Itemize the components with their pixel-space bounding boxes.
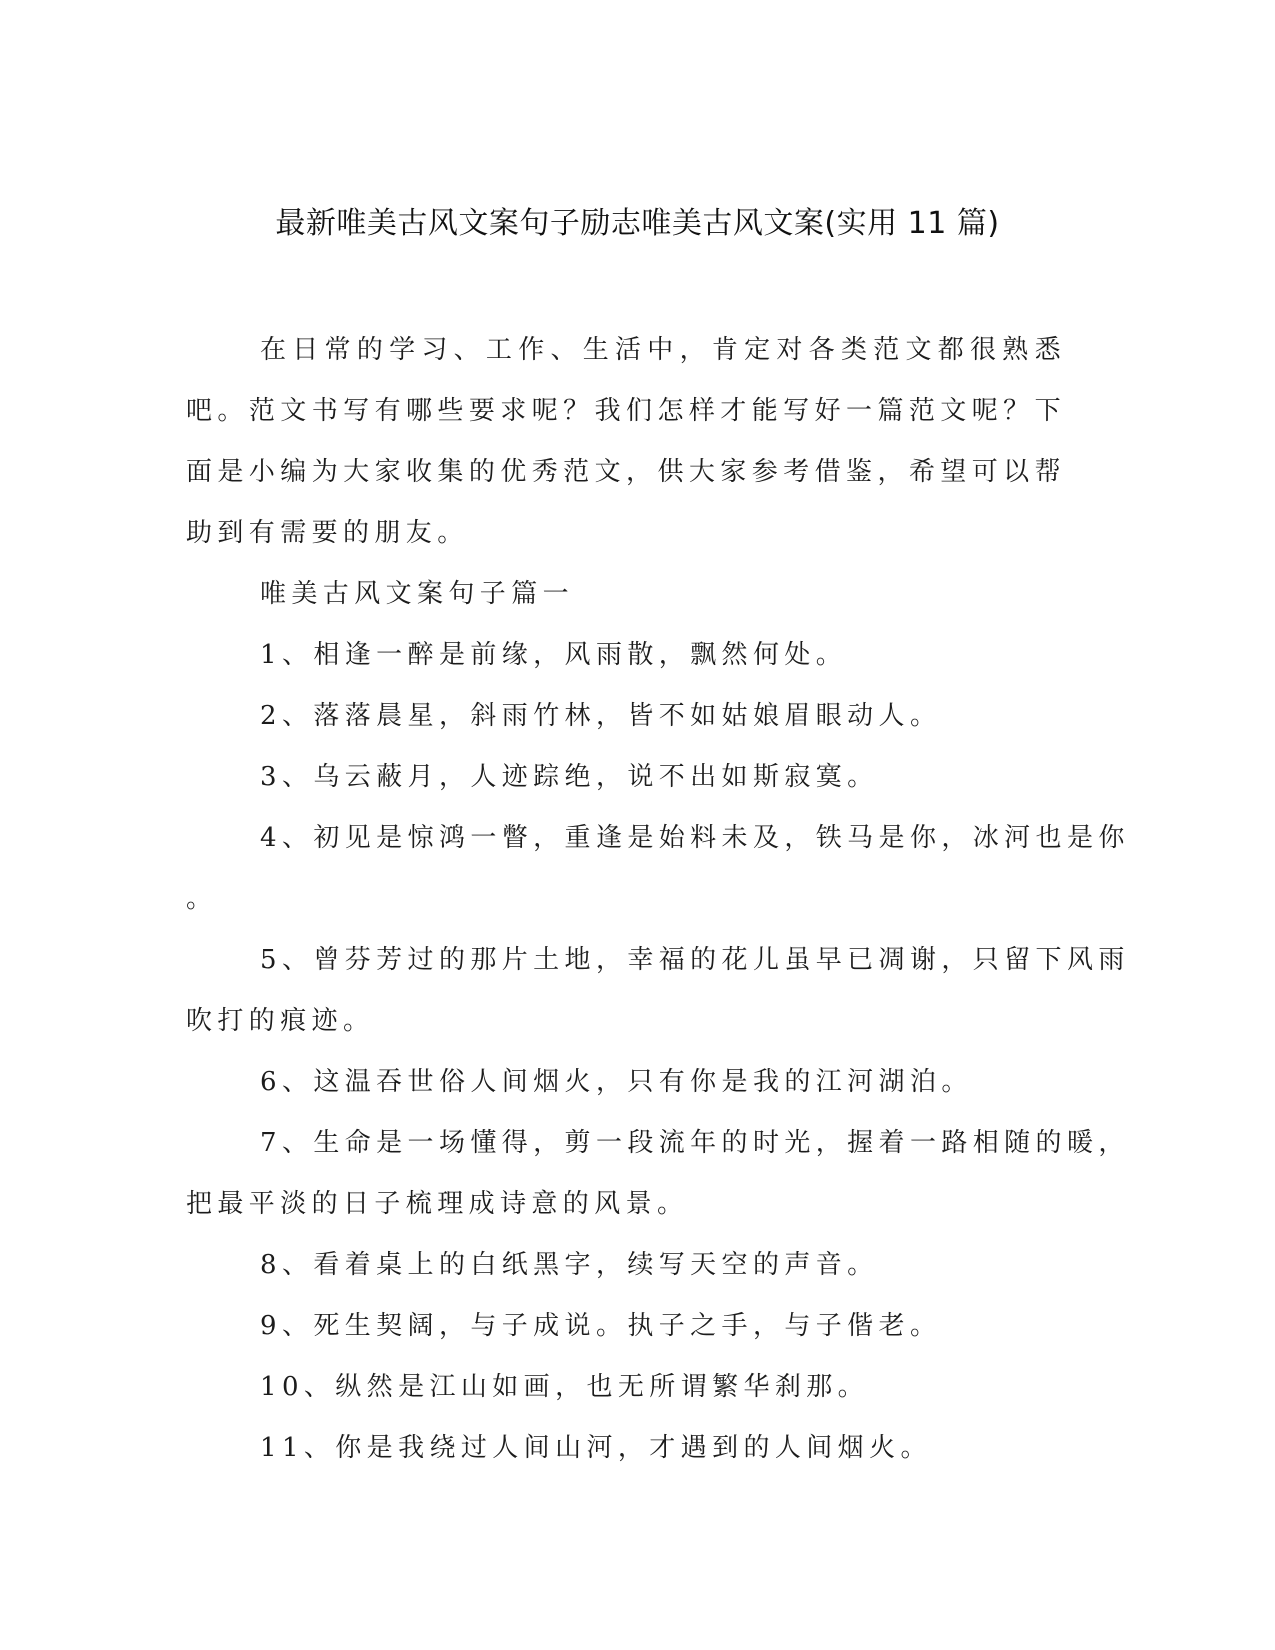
intro-paragraph: 在日常的学习、工作、生活中，肯定对各类范文都很熟悉吧。范文书写有哪些要求呢？我们怎样才能写好一篇范文呢？下面是小编为大家收集的优秀范文，供大家参考借鉴，希望可以帮助到有需要的朋友。 <box>186 335 1066 548</box>
document-title: 最新唯美古风文案句子励志唯美古风文案(实用 11 篇) <box>275 206 1000 241</box>
list-item-2: 2、落落晨星，斜雨竹林，皆不如姑娘眉眼动人。 <box>260 701 942 731</box>
list-item-6: 6、这温吞世俗人间烟火，只有你是我的江河湖泊。 <box>260 1067 973 1097</box>
list-item-4-line-2: 。 <box>186 884 218 914</box>
document-body <box>186 320 1130 1479</box>
list-item-11: 11、你是我绕过人间山河，才遇到的人间烟火。 <box>260 1433 932 1463</box>
list-item-10: 10、纵然是江山如画，也无所谓繁华刹那。 <box>260 1372 870 1402</box>
list-item-5-line-1: 5、曾芬芳过的那片土地，幸福的花儿虽早已凋谢，只留下风雨 <box>260 945 1130 975</box>
list-item-8: 8、看着桌上的白纸黑字，续写天空的声音。 <box>260 1250 879 1280</box>
list-item-7-line-2: 把最平淡的日子梳理成诗意的风景。 <box>186 1189 689 1219</box>
list-item-3: 3、乌云蔽月，人迹踪绝，说不出如斯寂寞。 <box>260 762 879 792</box>
list-item-4-line-1: 4、初见是惊鸿一瞥，重逢是始料未及，铁马是你，冰河也是你 <box>260 823 1130 853</box>
list-item-7-line-1: 7、生命是一场懂得，剪一段流年的时光，握着一路相随的暖， <box>260 1128 1130 1158</box>
list-item-5-line-2: 吹打的痕迹。 <box>186 1006 375 1036</box>
section-heading: 唯美古风文案句子篇一 <box>260 579 575 609</box>
list-item-1: 1、相逢一醉是前缘，风雨散，飘然何处。 <box>260 640 848 670</box>
list-item-9: 9、死生契阔，与子成说。执子之手，与子偕老。 <box>260 1311 942 1341</box>
